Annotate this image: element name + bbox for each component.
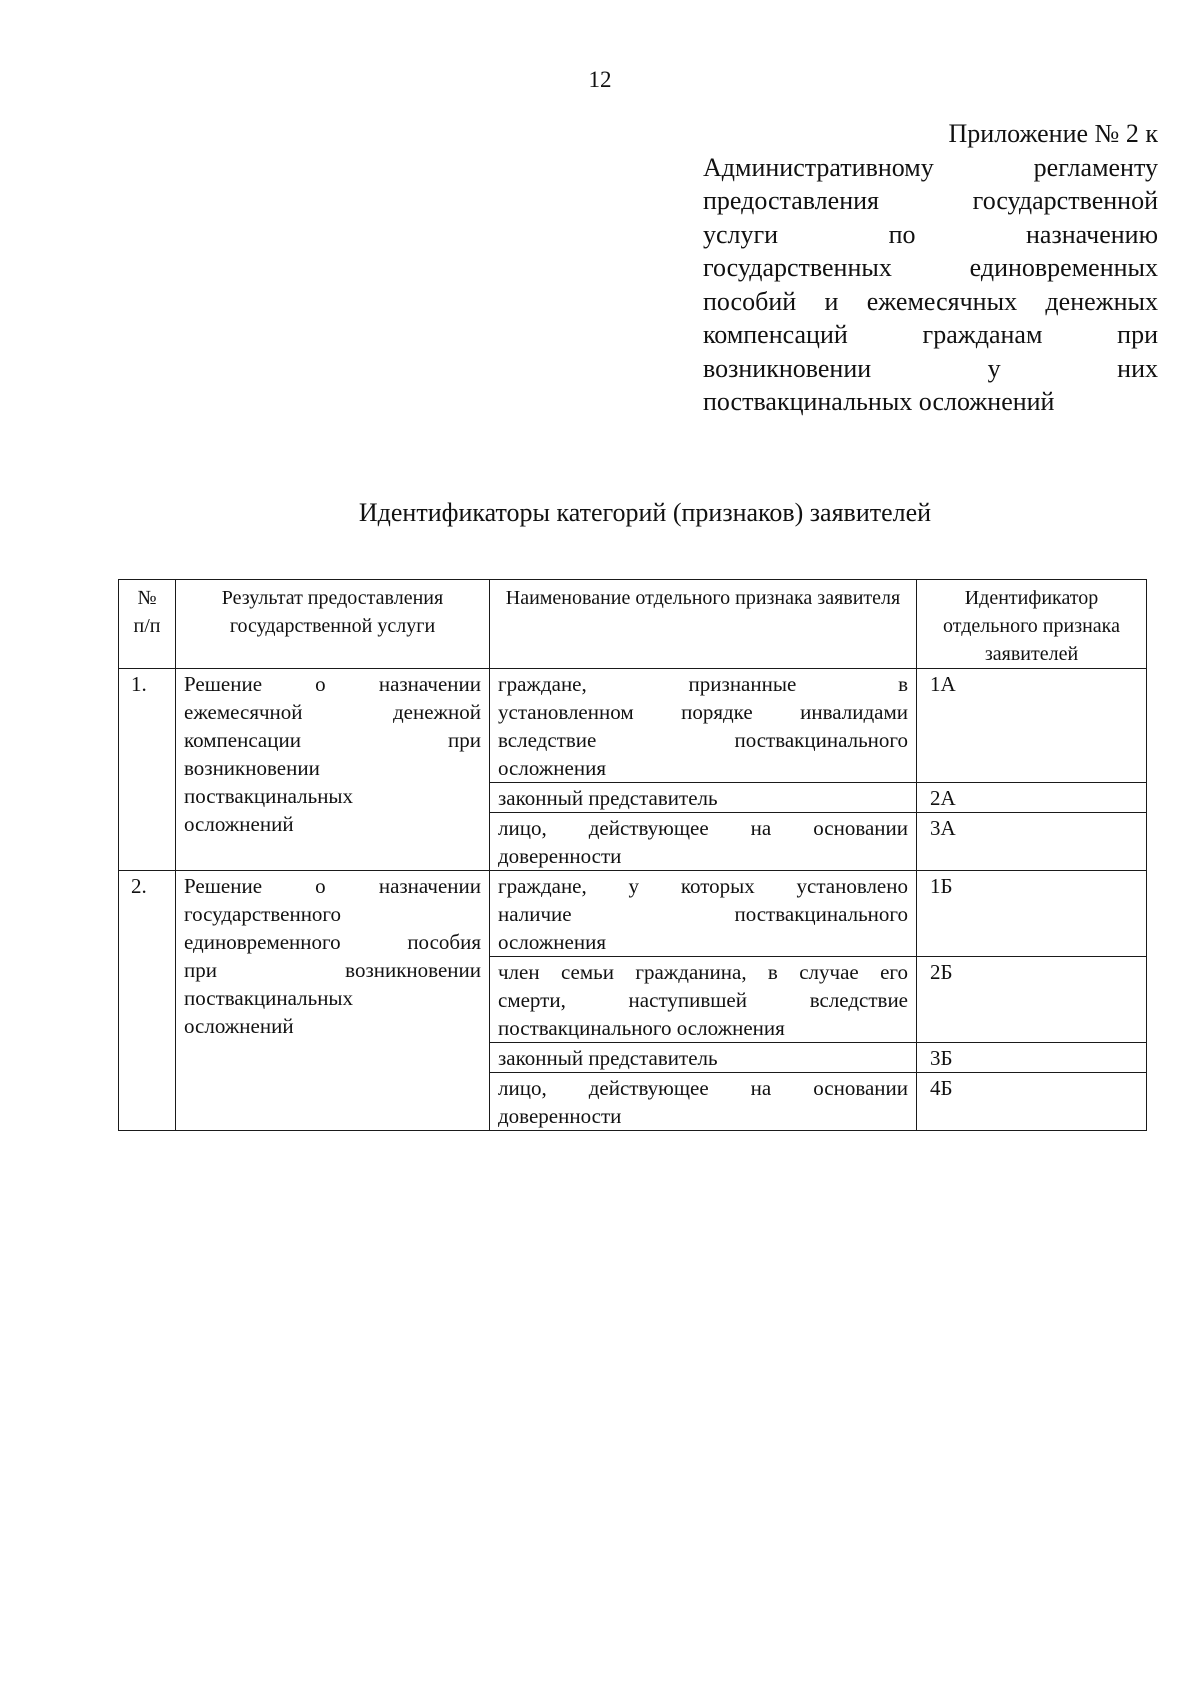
header-id: Идентификатор отдельного признака заявителей <box>917 580 1147 669</box>
feature-line: граждане, признанные в <box>498 672 908 696</box>
identifier-cell: 4Б <box>917 1073 1147 1131</box>
identifier-cell: 3Б <box>917 1043 1147 1073</box>
document-title: Идентификаторы категорий (признаков) заявителей <box>358 498 932 527</box>
identifier-cell: 1А <box>917 669 1147 783</box>
appendix-body <box>703 151 1158 419</box>
appendix-line: услуги по назначению <box>703 219 1158 249</box>
feature-line: доверенности <box>498 844 622 868</box>
feature-line: доверенности <box>498 1104 622 1128</box>
appendix-line: предоставления государственной <box>703 186 1158 215</box>
feature-line: осложнения <box>498 756 607 780</box>
table-row <box>119 669 1147 783</box>
feature-line: вследствие поствакцинального <box>498 728 908 752</box>
result-line: осложнений <box>184 1014 294 1038</box>
identifiers-table <box>118 579 1147 1131</box>
result-line: государственного <box>184 902 342 926</box>
table-header-row <box>119 580 1147 669</box>
result-line: осложнений <box>184 812 294 836</box>
feature-line: установленном порядке инвалидами <box>498 700 908 724</box>
appendix-line: Административному регламенту <box>703 152 1158 182</box>
feature-line: граждане, у которых установлено <box>498 874 908 898</box>
feature-line: осложнения <box>498 930 607 954</box>
feature-line: законный представитель <box>498 1046 718 1070</box>
applicant-feature-cell <box>490 871 917 957</box>
appendix-line: пособий и ежемесячных денежных <box>703 286 1158 316</box>
result-line: Решение о назначении <box>184 672 481 696</box>
header-result: Результат предоставления государственной услуги <box>176 580 490 669</box>
result-line: компенсации при <box>184 728 481 752</box>
identifier-cell: 2А <box>917 783 1147 813</box>
appendix-block <box>703 117 1158 419</box>
feature-line: законный представитель <box>498 786 718 810</box>
result-line: ежемесячной денежной <box>184 700 481 724</box>
feature-line: смерти, наступившей вследствие <box>498 988 908 1012</box>
result-line: поствакцинальных <box>184 986 354 1010</box>
applicant-feature-cell <box>490 783 917 813</box>
identifier-cell: 3А <box>917 813 1147 871</box>
appendix-heading: Приложение № 2 к <box>948 119 1158 148</box>
row-number: 1. <box>119 669 176 871</box>
result-line: Решение о назначении <box>184 874 481 898</box>
applicant-feature-cell <box>490 669 917 783</box>
result-line: возникновении <box>184 756 320 780</box>
result-line: поствакцинальных <box>184 784 354 808</box>
result-line: единовременного пособия <box>184 930 481 954</box>
appendix-line: государственных единовременных <box>703 253 1158 282</box>
appendix-line: компенсаций гражданам при <box>703 320 1158 349</box>
result-cell <box>176 871 490 1131</box>
result-cell <box>176 669 490 871</box>
applicant-feature-cell <box>490 1073 917 1131</box>
applicant-feature-cell <box>490 957 917 1043</box>
page-number: 12 <box>588 67 612 92</box>
applicant-feature-cell <box>490 813 917 871</box>
identifier-cell: 2Б <box>917 957 1147 1043</box>
appendix-line: возникновении у них <box>703 353 1158 383</box>
feature-line: лицо, действующее на основании <box>498 1076 908 1100</box>
feature-line: поствакцинального осложнения <box>498 1016 785 1040</box>
feature-line: член семьи гражданина, в случае его <box>498 960 908 984</box>
table-row <box>119 871 1147 957</box>
header-num: № п/п <box>119 580 176 669</box>
feature-line: лицо, действующее на основании <box>498 816 908 840</box>
header-name: Наименование отдельного признака заявителя <box>490 580 917 669</box>
row-number: 2. <box>119 871 176 1131</box>
applicant-feature-cell <box>490 1043 917 1073</box>
identifier-cell: 1Б <box>917 871 1147 957</box>
feature-line: наличие поствакцинального <box>498 902 908 926</box>
appendix-line: поствакцинальных осложнений <box>703 387 1055 416</box>
result-line: при возникновении <box>184 958 481 982</box>
